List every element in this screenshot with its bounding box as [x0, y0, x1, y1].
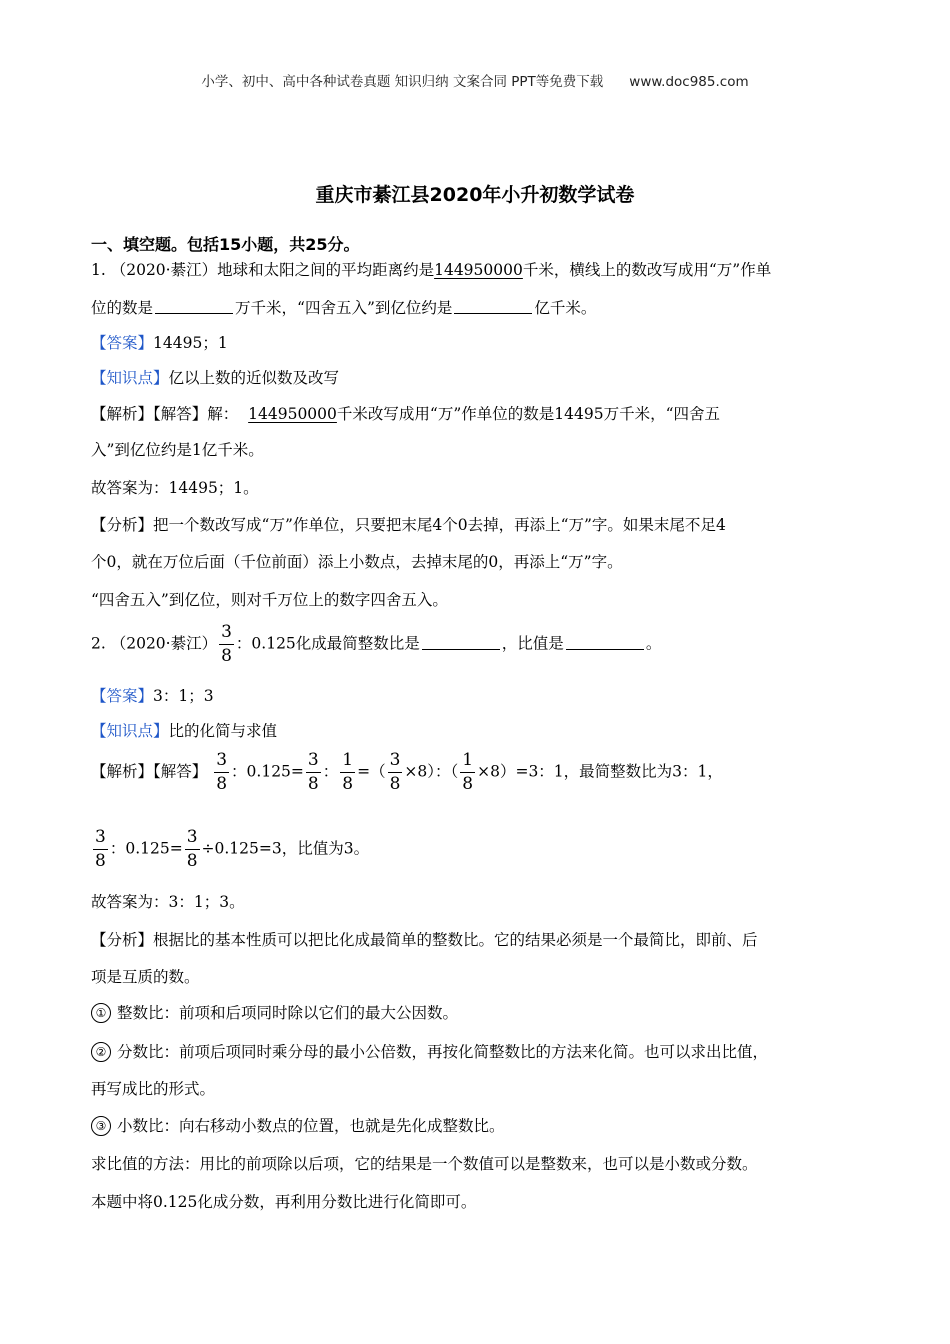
q2-analysis-line2: $\frac{3}{8}$ ：0.125= $\frac{3}{8}$ ÷0.125=3，比值为3。 — [95, 827, 370, 871]
fraction-3-8: $\frac{3}{8}$ — [221, 622, 232, 666]
q1-number: 144950000 — [434, 261, 523, 279]
q2-conclusion: 故答案为：3：1；3。 — [91, 893, 245, 911]
q1-fx-line2: 个0，就在万位后面（千位前面）添上小数点，去掉末尾的0，再添上“万”字。 — [91, 553, 623, 571]
page-title: 重庆市綦江县2020年小升初数学试卷 — [315, 184, 635, 206]
section-heading: 一、填空题。包括15小题，共25分。 — [91, 235, 360, 254]
q2-knowledge-point: 【知识点】比的化简与求值 — [91, 722, 278, 740]
header-site-link[interactable]: www.doc985.com — [629, 74, 749, 90]
fraction-1-8: $\frac{1}{8}$ — [342, 750, 354, 794]
q1-line1: 1. （2020·綦江）地球和太阳之间的平均距离约是144950000千米，横线上的数改写成用“万”作单 — [91, 261, 772, 279]
q1-blank-1[interactable] — [155, 299, 233, 314]
circled-1-icon: ① — [91, 1003, 111, 1023]
q2-rule-2b: 再写成比的形式。 — [91, 1080, 216, 1098]
q2-line1: 2. （2020·綦江） $\frac{3}{8}$ ：0.125化成最简整数比是 ，比值是 。 — [91, 622, 662, 666]
q1-answer: 【答案】14495；1 — [91, 334, 228, 352]
q1-conclusion: 故答案为：14495；1。 — [91, 479, 259, 497]
fraction-3-8: $\frac{3}{8}$ — [389, 750, 401, 794]
q2-analysis-line1: 【解析】【解答】 $\frac{3}{8}$ ：0.125= $\frac{3}{8}$ ： $\frac{1}{8}$ =（ $\frac{3}{8}$ ×8）：（ $\frac{1}{8}$ ×8）=3：1，最简整数比为3：1， — [91, 750, 723, 794]
header-text: 小学、初中、高中各种试卷真题 知识归纳 文案合同 PPT等免费下载 — [201, 74, 604, 90]
fraction-3-8: $\frac{3}{8}$ — [216, 750, 228, 794]
q2-blank-2[interactable] — [566, 635, 644, 650]
q1-line2: 位的数是 万千米，“四舍五入”到亿位约是 亿千米。 — [91, 299, 597, 317]
q2-fx-line1: 【分析】根据比的基本性质可以把比化成最简单的整数比。它的结果必须是一个最简比，即前、后 — [91, 931, 758, 949]
q2-rule-3: ③ 小数比：向右移动小数点的位置，也就是先化成整数比。 — [91, 1114, 505, 1136]
q1-fx-line1: 【分析】把一个数改写成“万”作单位，只要把末尾4个0去掉，再添上“万”字。如果末尾不足4 — [91, 516, 726, 534]
fraction-1-8: $\frac{1}{8}$ — [462, 750, 474, 794]
q1-analysis-line1: 【解析】【解答】解： 144950000千米改写成用“万”作单位的数是14495万千米，“四舍五 — [91, 405, 720, 423]
q1-knowledge-point: 【知识点】亿以上数的近似数及改写 — [91, 369, 340, 387]
q2-rule-1: ① 整数比：前项和后项同时除以它们的最大公因数。 — [91, 1001, 458, 1023]
fraction-3-8: $\frac{3}{8}$ — [186, 827, 198, 871]
q2-ratio-method: 求比值的方法：用比的前项除以后项，它的结果是一个数值可以是整数来，也可以是小数或分数。 — [91, 1155, 758, 1173]
q2-answer: 【答案】3：1；3 — [91, 687, 214, 705]
q1-fx-line3: “四舍五入”到亿位，则对千万位上的数字四舍五入。 — [91, 591, 448, 609]
q2-rule-2: ② 分数比：前项后项同时乘分母的最小公倍数，再按化简整数比的方法来化简。也可以求出比值， — [91, 1040, 768, 1062]
fraction-3-8: $\frac{3}{8}$ — [95, 827, 106, 871]
q2-fx-line2: 项是互质的数。 — [91, 968, 200, 986]
circled-3-icon: ③ — [91, 1116, 111, 1136]
q2-blank-1[interactable] — [422, 635, 500, 650]
q2-note: 本题中将0.125化成分数，再利用分数比进行化简即可。 — [91, 1193, 477, 1211]
q1-blank-2[interactable] — [454, 299, 532, 314]
page-header — [0, 70, 950, 90]
q1-analysis-line2: 入”到亿位约是1亿千米。 — [91, 441, 264, 459]
circled-2-icon: ② — [91, 1042, 111, 1062]
fraction-3-8: $\frac{3}{8}$ — [307, 750, 319, 794]
